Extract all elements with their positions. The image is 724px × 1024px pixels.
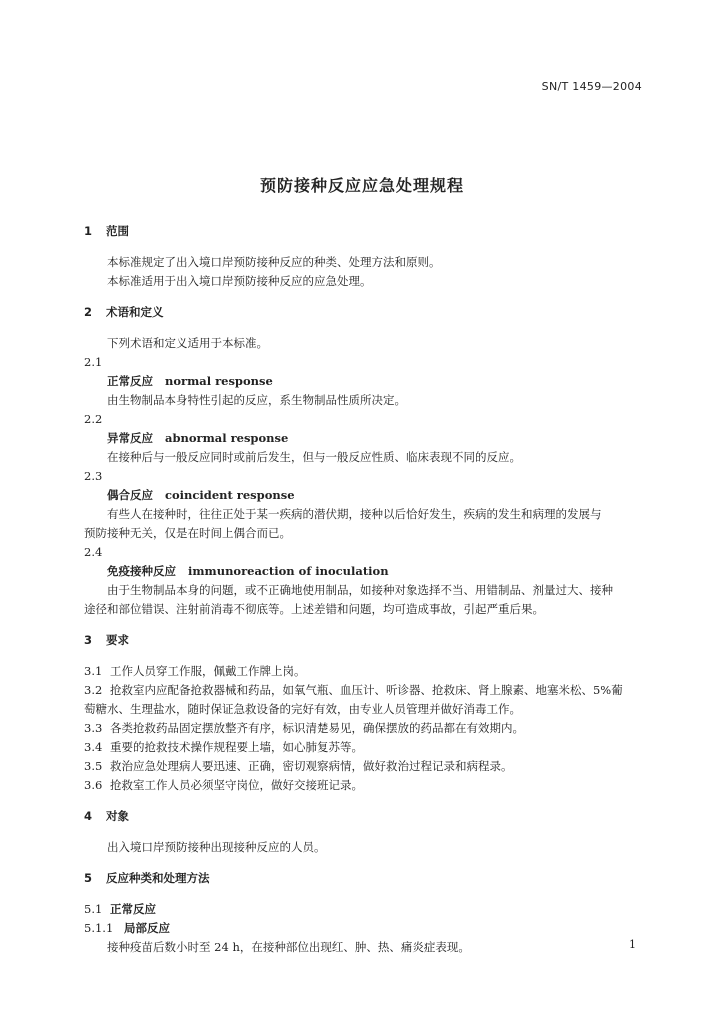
clause-text: 救治应急处理病人要迅速、正确，密切观察病情，做好救治过程记录和病程录。	[110, 759, 513, 773]
paragraph: 出入境口岸预防接种出现接种反应的人员。	[107, 840, 326, 854]
term-en: immunoreaction of inoculation	[188, 564, 389, 578]
term-number: 2.1	[84, 355, 103, 369]
section-heading-terms	[84, 303, 644, 322]
term-zh: 异常反应	[107, 431, 153, 445]
clause-number: 3.4	[84, 740, 103, 754]
paragraph: 下列术语和定义适用于本标准。	[107, 336, 268, 350]
term-number: 2.2	[84, 412, 103, 426]
section-heading-reactions	[84, 869, 644, 888]
term-definition-cont: 途径和部位错误、注射前消毒不彻底等。上述差错和问题，均可造成事故，引起严重后果。	[84, 602, 544, 616]
clause	[84, 757, 644, 776]
clause	[84, 681, 644, 700]
clause-text: 各类抢救药品固定摆放整齐有序，标识清楚易见，确保摆放的药品都在有效期内。	[110, 721, 524, 735]
term-heading	[84, 486, 644, 505]
subsection-title: 正常反应	[110, 902, 156, 916]
term-heading	[84, 429, 644, 448]
term-definition-cont: 预防接种无关，仅是在时间上偶合而已。	[84, 526, 291, 540]
clause-number: 3.6	[84, 778, 103, 792]
section-number: 4	[84, 809, 93, 823]
term-definition: 由生物制品本身特性引起的反应，系生物制品性质所决定。	[107, 393, 406, 407]
paragraph: 本标准适用于出入境口岸预防接种反应的应急处理。	[107, 274, 372, 288]
clause	[84, 719, 644, 738]
term-definition: 在接种后与一般反应同时或前后发生，但与一般反应性质、临床表现不同的反应。	[107, 450, 521, 464]
section-heading-requirements	[84, 631, 644, 650]
term-zh: 免疫接种反应	[107, 564, 176, 578]
clause-text-cont: 萄糖水、生理盐水，随时保证急救设备的完好有效，由专业人员管理并做好消毒工作。	[84, 702, 521, 716]
term-en: abnormal response	[165, 431, 289, 445]
term-en: coincident response	[165, 488, 295, 502]
term-definition: 有些人在接种时，往往正处于某一疾病的潜伏期，接种以后恰好发生，疾病的发生和病理的发展与	[107, 507, 602, 521]
page-number: 1	[629, 938, 636, 951]
clause	[84, 776, 644, 795]
term-number: 2.3	[84, 469, 103, 483]
document-title: 预防接种反应应急处理规程	[259, 176, 464, 195]
clause-text: 抢救室内应配备抢救器械和药品，如氧气瓶、血压计、听诊器、抢救床、肾上腺素、地塞米松、5%葡	[110, 683, 623, 697]
clause	[84, 738, 644, 757]
term-zh: 正常反应	[107, 374, 153, 388]
section-number: 5	[84, 871, 93, 885]
term-en: normal response	[165, 374, 273, 388]
section-number: 2	[84, 305, 93, 319]
clause-number: 3.1	[84, 664, 103, 678]
subsection-number: 5.1.1	[84, 921, 114, 935]
standard-number: SN/T 1459—2004	[541, 80, 642, 93]
section-title: 要求	[106, 633, 129, 647]
subsection-number: 5.1	[84, 902, 103, 916]
clause-number: 3.3	[84, 721, 103, 735]
term-zh: 偶合反应	[107, 488, 153, 502]
clause-number: 3.2	[84, 683, 103, 697]
section-title: 反应种类和处理方法	[106, 871, 210, 885]
section-heading-scope	[84, 222, 644, 241]
section-title: 对象	[106, 809, 129, 823]
term-number: 2.4	[84, 545, 103, 559]
clause-text: 抢救室工作人员必须坚守岗位，做好交接班记录。	[110, 778, 363, 792]
subsection-title: 局部反应	[124, 921, 170, 935]
section-title: 术语和定义	[106, 305, 164, 319]
section-heading-subjects	[84, 807, 644, 826]
term-definition: 由于生物制品本身的问题，或不正确地使用制品，如接种对象选择不当、用错制品、剂量过大、接种	[107, 583, 613, 597]
document-body	[84, 222, 644, 957]
section-title: 范围	[106, 224, 129, 238]
clause-text: 工作人员穿工作服，佩戴工作牌上岗。	[110, 664, 306, 678]
subsection-heading	[84, 919, 644, 938]
subsection-heading	[84, 900, 644, 919]
term-heading	[84, 372, 644, 391]
clause-number: 3.5	[84, 759, 103, 773]
section-number: 1	[84, 224, 93, 238]
paragraph: 接种疫苗后数小时至 24 h，在接种部位出现红、肿、热、痛炎症表现。	[107, 940, 470, 954]
term-heading	[84, 562, 644, 581]
clause-text: 重要的抢救技术操作规程要上墙，如心肺复苏等。	[110, 740, 363, 754]
paragraph: 本标准规定了出入境口岸预防接种反应的种类、处理方法和原则。	[107, 255, 441, 269]
clause	[84, 662, 644, 681]
section-number: 3	[84, 633, 93, 647]
